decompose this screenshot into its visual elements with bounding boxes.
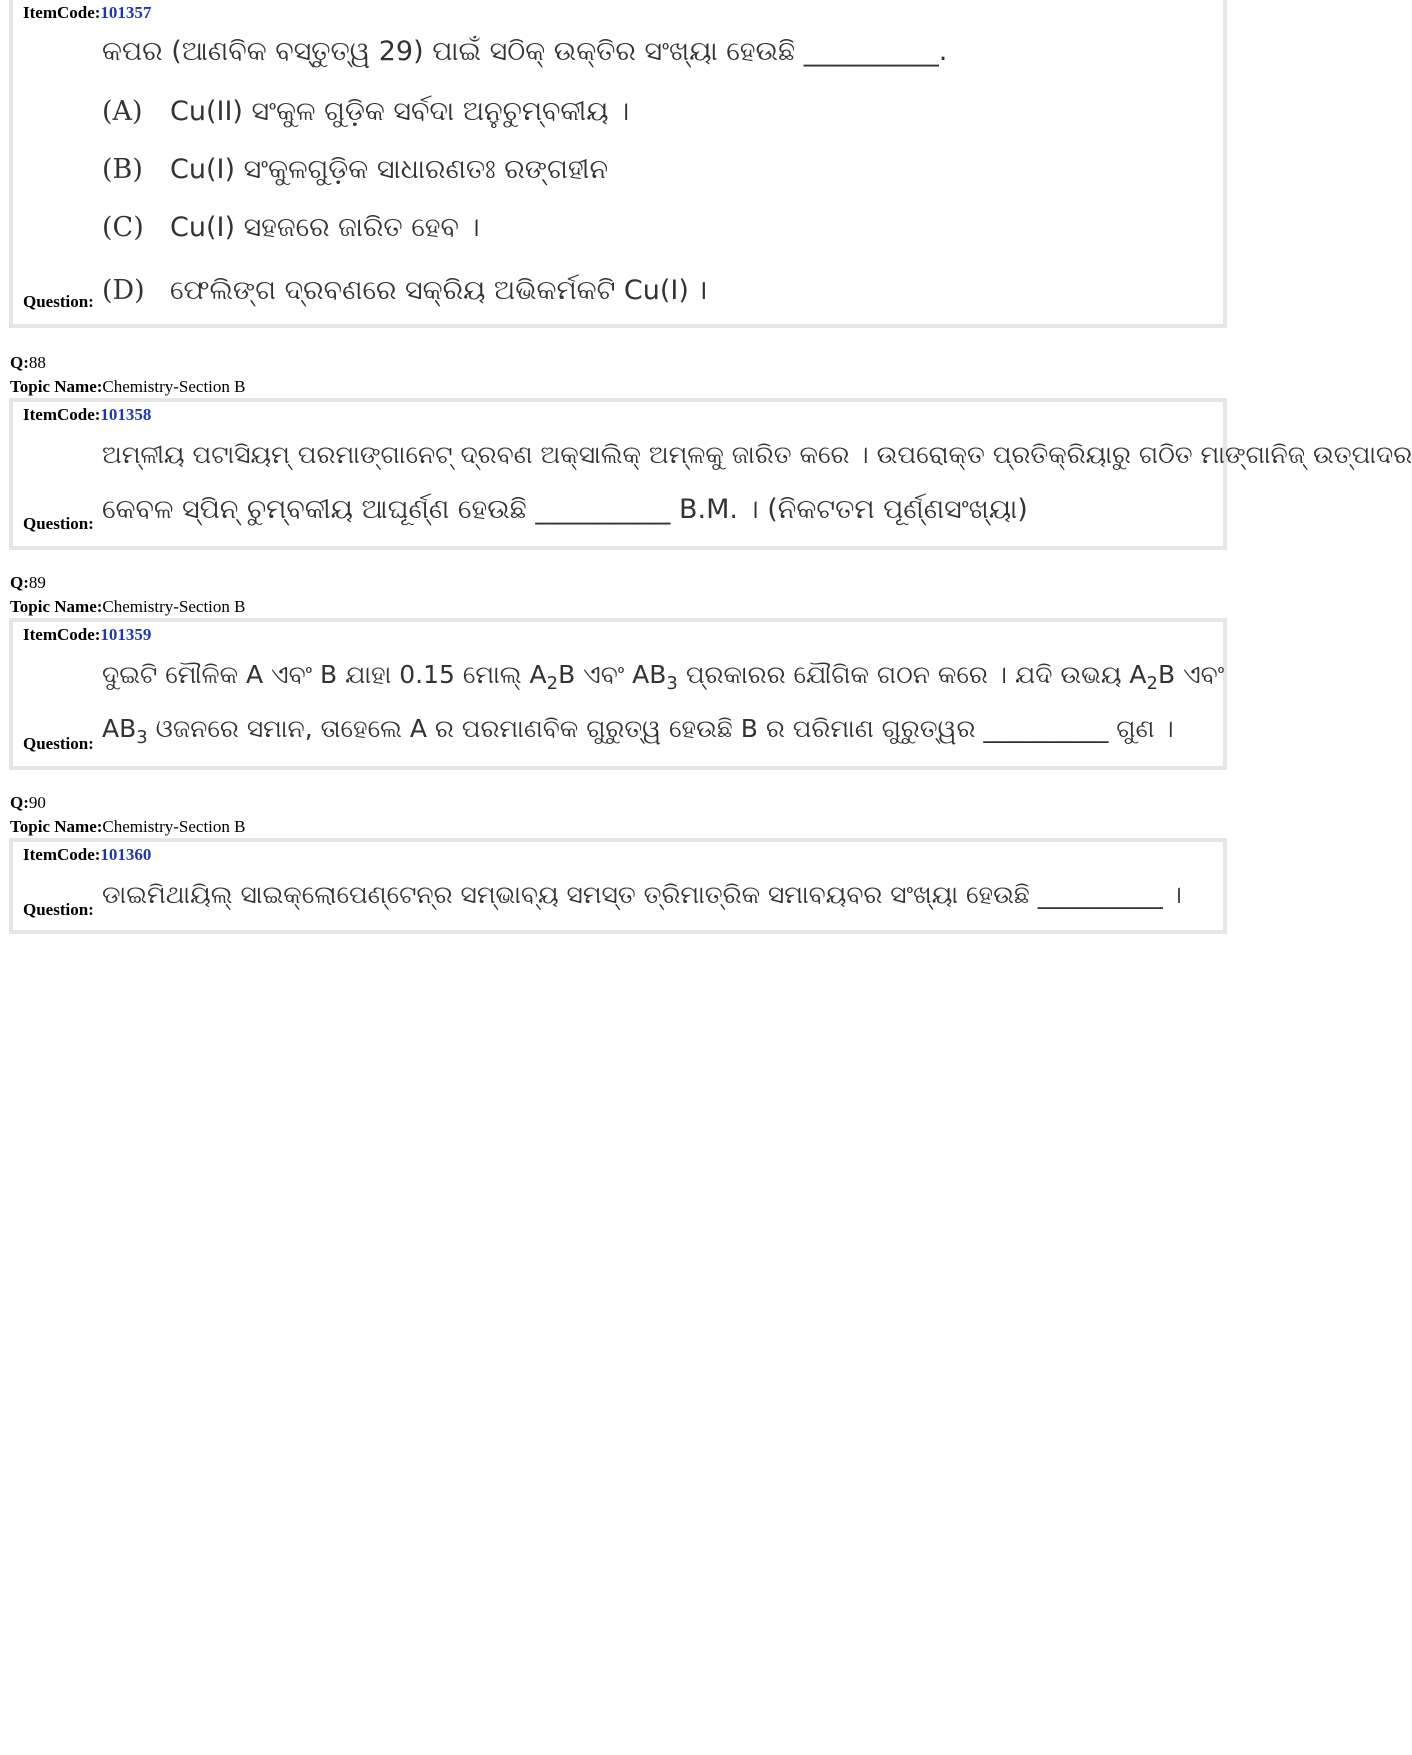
question-box-101360 <box>9 838 1227 934</box>
item-code-label: ItemCode: <box>23 405 101 424</box>
topic-label: Topic Name: <box>10 817 103 836</box>
text-run: B ଏବଂ AB <box>558 660 667 689</box>
item-code-value: 101357 <box>100 3 152 22</box>
item-code-value: 101359 <box>100 625 152 644</box>
question-stem: କପର (ଆଣବିକ ବସ୍ତୁତ୍ୱ 29) ପାଇଁ ସଠିକ୍ ଉକ୍ତିର ସଂଖ୍ୟା ହେଉଛି __________. <box>102 36 948 67</box>
question-box-101359 <box>9 618 1227 770</box>
option-c <box>102 212 480 244</box>
question-number <box>10 352 46 374</box>
q-number: 90 <box>28 793 46 812</box>
q-label: Q: <box>10 573 29 592</box>
option-letter: (D) <box>102 275 145 306</box>
topic-value: Chemistry-Section B <box>102 817 246 836</box>
topic-value: Chemistry-Section B <box>102 597 246 616</box>
topic-name <box>10 376 245 398</box>
question-box-101357 <box>9 0 1227 328</box>
q-label: Q: <box>10 793 29 812</box>
q-label: Q: <box>10 353 29 372</box>
question-box-101358 <box>9 398 1412 550</box>
option-d <box>102 270 708 307</box>
topic-name <box>10 596 245 618</box>
item-code-value: 101360 <box>100 845 152 864</box>
option-a <box>102 96 629 128</box>
item-code <box>23 625 151 645</box>
question-line-1 <box>102 660 1224 694</box>
subscript: 2 <box>546 673 559 694</box>
option-text: Cu(I) ସହଜରେ ଜାରିତ ହେବ । <box>170 212 480 243</box>
option-b <box>102 154 608 186</box>
question-number <box>10 792 46 814</box>
question-label: Question: <box>23 900 94 919</box>
topic-label: Topic Name: <box>10 377 103 396</box>
item-code-label: ItemCode: <box>23 3 101 22</box>
option-letter: (A) <box>102 96 143 127</box>
question-number <box>10 572 46 594</box>
text-run: AB <box>102 714 137 743</box>
topic-name <box>10 816 245 838</box>
item-code <box>23 405 151 425</box>
option-letter: (C) <box>102 212 144 243</box>
option-text: ଫେଲିଙ୍ଗ ଦ୍ରବଣରେ ସକ୍ରିୟ ଅଭିକର୍ମକଟି Cu(I) । <box>170 275 708 306</box>
item-code-value: 101358 <box>100 405 152 424</box>
option-text: Cu(I) ସଂକୁଳଗୁଡ଼ିକ ସାଧାରଣତଃ ରଙ୍ଗହୀନ <box>170 154 609 185</box>
item-code-label: ItemCode: <box>23 845 101 864</box>
question-label: Question: <box>23 734 94 753</box>
question-line-1: ଅମ୍ଳୀୟ ପଟାସିୟମ୍ ପରମାଙ୍ଗାନେଟ୍ ଦ୍ରବଣ ଅକ୍ସାଲିକ୍ ଅମ୍ଳକୁ ଜାରିତ କରେ । ଉପରୋକ୍ତ ପ୍ରତିକ୍ରିୟାରୁ ଗଠିତ ମାଙ୍ଗାନିଜ୍ ଉତ୍ପାଦର <box>102 440 1412 469</box>
text-run: ଦୁଇଟି ମୌଳିକ A ଏବଂ B ଯାହା 0.15 ମୋଲ୍ A <box>102 660 547 689</box>
question-label: Question: <box>23 514 94 533</box>
item-code-label: ItemCode: <box>23 625 101 644</box>
subscript: 3 <box>666 673 678 694</box>
topic-label: Topic Name: <box>10 597 103 616</box>
option-letter: (B) <box>102 154 143 185</box>
text-run: B ଏବଂ <box>1157 660 1225 689</box>
option-text: Cu(II) ସଂକୁଳ ଗୁଡ଼ିକ ସର୍ବଦା ଅନୁଚୁମ୍ବକୀୟ । <box>170 96 630 127</box>
text-run: ପ୍ରକାରର ଯୌଗିକ ଗଠନ କରେ । ଯଦି ଉଭୟ A <box>677 660 1147 689</box>
subscript: 3 <box>136 727 148 748</box>
question-line-2: କେବଳ ସ୍ପିନ୍ ଚୁମ୍ବକୀୟ ଆଘୂର୍ଣ୍ଣ ହେଉଛି __________ B.M. । (ନିକଟତମ ପୂର୍ଣ୍ଣସଂଖ୍ୟା) <box>102 494 1028 525</box>
topic-value: Chemistry-Section B <box>102 377 246 396</box>
text-run: ଓଜନରେ ସମାନ, ତାହେଲେ A ର ପରମାଣବିକ ଗୁରୁତ୍ୱ ହେଉଛି B ର ପରିମାଣ ଗୁରୁତ୍ୱର __________ ଗୁଣ । <box>147 714 1174 743</box>
question-line-2 <box>102 714 1174 748</box>
question-line-1: ଡାଇମିଥାୟିଲ୍ ସାଇକ୍ଲୋପେଣ୍ଟେନ୍‌ର ସମ୍ଭାବ୍ୟ ସମସ୍ତ ତ୍ରିମାତ୍ରିକ ସମାବୟବର ସଂଖ୍ୟା ହେଉଛି __________ । <box>102 880 1182 909</box>
item-code <box>23 845 151 865</box>
subscript: 2 <box>1146 673 1158 694</box>
question-label: Question: <box>23 292 94 311</box>
q-number: 88 <box>28 353 46 372</box>
item-code <box>23 3 151 23</box>
q-number: 89 <box>28 573 46 592</box>
